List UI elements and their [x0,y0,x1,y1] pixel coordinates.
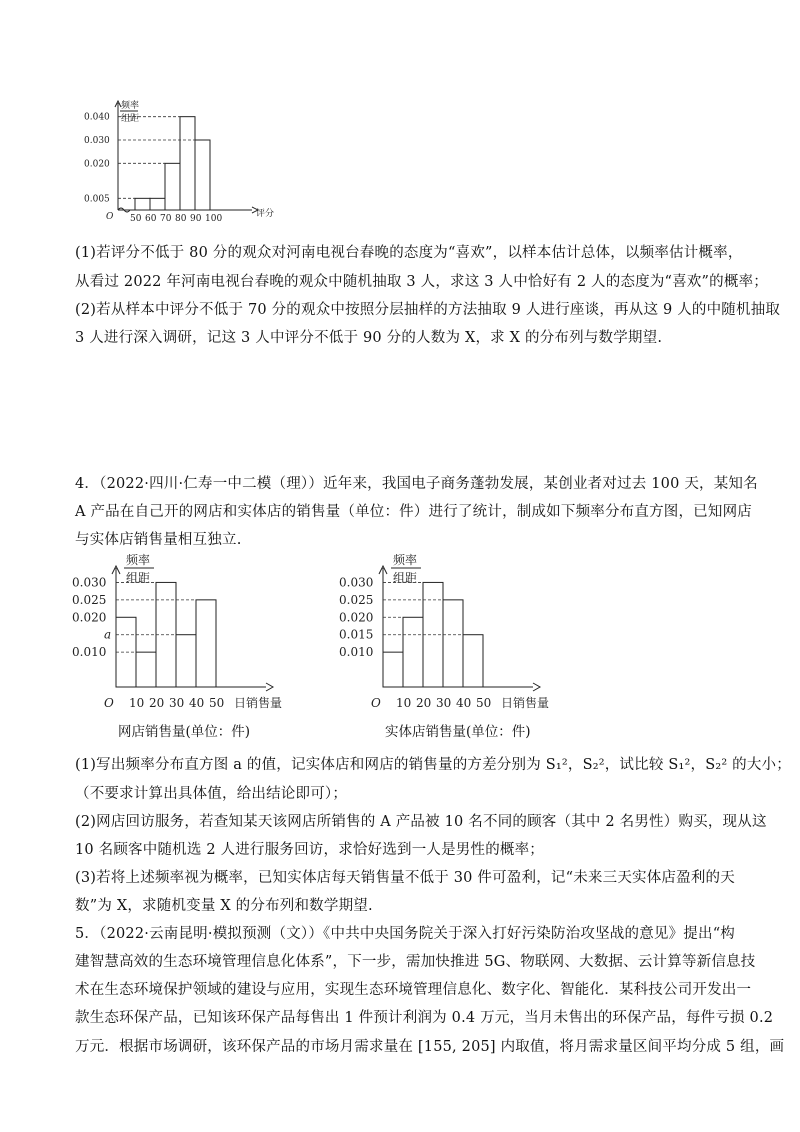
histogram-bar [443,600,463,687]
x-tick-label: 20 [149,696,165,710]
x-tick-label: 50 [476,696,492,710]
q3-part2-line1: (2)若从样本中评分不低于 70 分的观众中按照分层抽样的方法抽取 9 人进行座谈，再从这 9 人的中随机抽取 [75,302,781,318]
histogram-bar [383,652,403,687]
physical-store-caption: 实体店销售量(单位：件) [385,724,531,740]
score-histogram [80,95,280,235]
y-tick-label: 0.030 [339,575,374,590]
histogram-bar [180,117,195,210]
x-tick-label: 40 [189,696,205,710]
y-tick-label: 0.040 [84,112,110,123]
x-tick-label: 80 [175,214,187,224]
q5-line5: 万元．根据市场调研，该环保产品的市场月需求量在 [155, 205] 内取值，将月需求量区间平均分成 5 组，画 [75,1039,785,1055]
histogram-bar [135,198,150,210]
q4-header-line3: 与实体店销售量相互独立. [75,532,242,548]
histogram-bar [150,198,165,210]
x-tick-label: 70 [160,214,172,224]
x-tick-label: 10 [129,696,145,710]
x-axis-arrow [533,683,540,691]
y-label-bottom: 组距 [126,571,151,585]
x-tick-label: 30 [436,696,452,710]
x-tick-label: 100 [205,214,223,224]
y-label-top: 频率 [126,553,151,567]
y-tick-label: 0.030 [72,575,107,590]
q5-line2: 建智慧高效的生态环境管理信息化体系”，下一步，需加快推进 5G、物联网、大数据、云计算等新信息技 [75,954,756,970]
y-tick-label: 0.010 [339,645,374,660]
x-tick-label: 50 [130,214,142,224]
x-axis-label: 评分 [256,209,275,219]
histogram-bar [136,652,156,687]
x-axis-label: 日销售量 [234,696,283,710]
online-store-histogram [68,550,308,722]
y-label-bottom: 组距 [393,571,418,585]
q3-part1-line2: 从看过 2022 年河南电视台春晚的观众中随机抽取 3 人，求这 3 人中恰好有 2 人的态度为“喜欢”的概率； [75,274,768,290]
histogram-bar [196,600,216,687]
y-tick-label: 0.025 [72,592,107,607]
y-label-bottom: 组距 [121,114,140,124]
q4-part2-line2: 10 名顾客中随机选 2 人进行服务回访，求恰好选到一人是男性的概率； [75,842,545,858]
histogram-bar [403,617,423,687]
x-tick-label: 40 [456,696,472,710]
q4-header-line1: 4．（2022·四川·仁寿一中二模（理））近年来，我国电子商务蓬勃发展，某创业者对过去 100 天，某知名 [75,476,758,492]
y-tick-label: 0.030 [84,136,110,146]
q4-part1-line1: (1)写出频率分布直方图 a 的值，记实体店和网店的销售量的方差分别为 S₁²，S₂²，试比较 S₁²，S₂² 的大小； [75,757,791,773]
y-tick-label: 0.015 [339,627,374,642]
x-tick-label: 60 [145,214,157,224]
histogram-bar [176,635,196,687]
online-store-caption: 网店销售量(单位：件) [118,724,251,740]
x-tick-label: 90 [190,214,202,224]
x-tick-label: 10 [396,696,412,710]
histogram-bar [463,635,483,687]
q5-line4: 款生态环保产品，已知该环保产品每售出 1 件预计利润为 0.4 万元，当月未售出的环保产品，每件亏损 0.2 [75,1010,774,1026]
q4-part3-line2: 数”为 X，求随机变量 X 的分布列和数学期望. [75,898,373,914]
q4-part1-line2: （不要求计算出具体值，给出结论即可）； [75,786,348,802]
y-tick-label: a [104,627,112,642]
q3-part1-line1: (1)若评分不低于 80 分的观众对河南电视台春晚的态度为“喜欢”，以样本估计总体，以频率估计概率， [75,245,743,261]
y-tick-label: 0.005 [84,194,110,205]
y-tick-label: 0.020 [339,610,374,625]
physical-store-histogram [335,550,575,722]
q4-part2-line1: (2)网店回访服务，若查知某天该网店所销售的 A 产品被 10 名不同的顾客（其中 2 名男性）购买，现从这 [75,814,767,830]
y-tick-label: 0.020 [84,159,110,170]
x-tick-label: 20 [416,696,432,710]
histogram-bar [165,163,180,210]
origin-label: O [371,696,381,710]
x-axis-label: 日销售量 [501,696,550,710]
x-axis-arrow [266,683,273,691]
origin-label: O [106,212,114,222]
y-tick-label: 0.025 [339,592,374,607]
y-tick-label: 0.010 [72,645,107,660]
x-tick-label: 50 [209,696,225,710]
q5-line1: 5．（2022·云南昆明·模拟预测（文））《中共中央国务院关于深入打好污染防治攻坚战的意见》提出“构 [75,926,736,942]
q3-part2-line2: 3 人进行深入调研，记这 3 人中评分不低于 90 分的人数为 X，求 X 的分布列与数学期望. [75,330,663,346]
x-tick-label: 30 [169,696,185,710]
histogram-bar [195,140,210,210]
origin-label: O [104,696,114,710]
q4-part3-line1: (3)若将上述频率视为概率，已知实体店每天销售量不低于 30 件可盈利，记“未来三天实体店盈利的天 [75,870,735,886]
q5-line3: 术在生态环境保护领域的建设与应用，实现生态环境管理信息化、数字化、智能化．某科技公司开发出一 [75,982,752,998]
y-label-top: 频率 [121,101,140,111]
y-tick-label: 0.020 [72,610,107,625]
q4-header-line2: A 产品在自己开的网店和实体店的销售量（单位：件）进行了统计，制成如下频率分布直方图，已知网店 [75,504,752,520]
y-label-top: 频率 [393,553,418,567]
